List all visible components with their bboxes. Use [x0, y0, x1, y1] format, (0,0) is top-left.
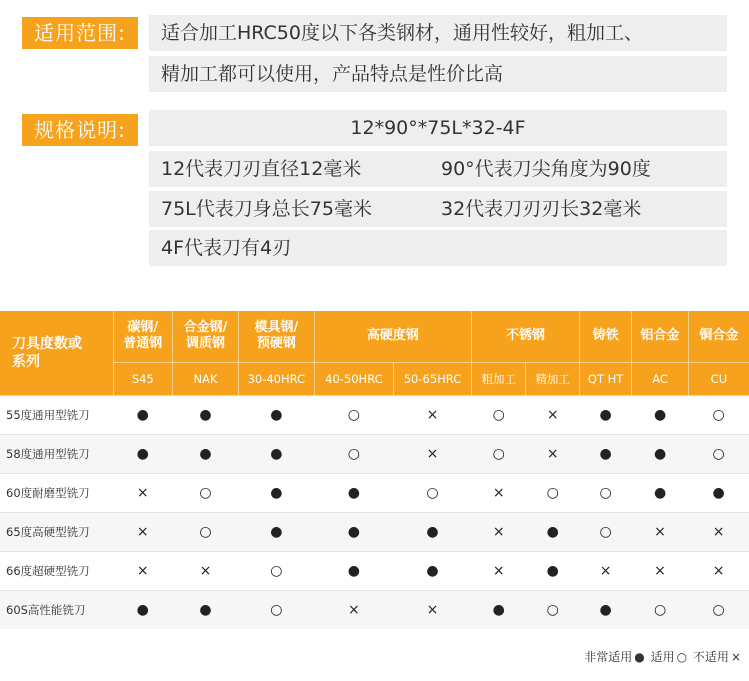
- cell: ○: [314, 434, 393, 473]
- group-header: 铸铁: [579, 311, 631, 362]
- scope-line-2: 精加工都可以使用，产品特点是性价比高: [149, 56, 727, 92]
- cell: ○: [688, 590, 749, 629]
- cell: ●: [314, 551, 393, 590]
- cell: ●: [579, 590, 631, 629]
- table-row: [0, 473, 749, 512]
- group-header: 高硬度钢: [314, 311, 471, 362]
- cell: ●: [579, 434, 631, 473]
- cell: ×: [314, 590, 393, 629]
- spec-blade-length: 32代表刀刃刃长32毫米: [441, 198, 642, 220]
- sub-header: 粗加工: [472, 362, 526, 395]
- cell: ○: [526, 590, 579, 629]
- cell: ×: [393, 590, 471, 629]
- sub-header: AC: [632, 362, 689, 395]
- legend: [582, 648, 741, 665]
- cell: ×: [113, 512, 173, 551]
- row-name: 60度耐磨型铣刀: [0, 473, 113, 512]
- spec-code: 12*90°*75L*32-4F: [149, 110, 727, 146]
- cell: ×: [688, 512, 749, 551]
- spec-total-length: 75L代表刀身总长75毫米: [161, 198, 372, 220]
- spec-tip-angle: 90°代表刀尖角度为90度: [441, 158, 651, 180]
- cell: ●: [238, 434, 314, 473]
- cell: ●: [472, 590, 526, 629]
- cross-icon: ×: [730, 650, 741, 664]
- cell: ○: [238, 551, 314, 590]
- sub-header: 50-65HRC: [393, 362, 471, 395]
- table-row: [0, 395, 749, 434]
- cell: ×: [472, 551, 526, 590]
- cell: ●: [632, 434, 689, 473]
- spec-diameter: 12代表刀刃直径12毫米: [161, 158, 362, 180]
- spec-row-1: [149, 151, 727, 187]
- cell: ○: [173, 512, 239, 551]
- cell: ○: [472, 434, 526, 473]
- table-row: [0, 590, 749, 629]
- cell: ×: [173, 551, 239, 590]
- cell: ●: [632, 473, 689, 512]
- hollow-circle-icon: ○: [676, 650, 688, 664]
- sub-header: 精加工: [526, 362, 579, 395]
- cell: ●: [173, 434, 239, 473]
- material-table: [0, 311, 749, 629]
- cell: ●: [393, 551, 471, 590]
- legend-no-label: 不适用: [692, 650, 729, 664]
- cell: ●: [632, 395, 689, 434]
- filled-circle-icon: ●: [634, 650, 645, 664]
- cell: ○: [526, 473, 579, 512]
- cell: ○: [579, 473, 631, 512]
- cell: ○: [314, 395, 393, 434]
- cell: ●: [173, 395, 239, 434]
- legend-ok-label: 适用: [650, 650, 675, 664]
- cell: ×: [113, 551, 173, 590]
- sub-header: 40-50HRC: [314, 362, 393, 395]
- legend-very-label: 非常适用: [584, 650, 633, 664]
- cell: ●: [314, 512, 393, 551]
- cell: ●: [113, 590, 173, 629]
- group-header: 铜合金: [688, 311, 749, 362]
- scope-label: 适用范围:: [22, 17, 138, 49]
- cell: ×: [526, 395, 579, 434]
- cell: ×: [393, 434, 471, 473]
- cell: ○: [393, 473, 471, 512]
- row-name: 66度超硬型铣刀: [0, 551, 113, 590]
- sub-header: NAK: [173, 362, 239, 395]
- sub-header: CU: [688, 362, 749, 395]
- cell: ×: [632, 512, 689, 551]
- sub-header: S45: [113, 362, 173, 395]
- cell: ●: [688, 473, 749, 512]
- cell: ●: [238, 512, 314, 551]
- cell: ●: [314, 473, 393, 512]
- cell: ×: [526, 434, 579, 473]
- cell: ●: [113, 434, 173, 473]
- cell: ○: [173, 473, 239, 512]
- cell: ○: [472, 395, 526, 434]
- spec-label: 规格说明:: [22, 114, 138, 146]
- cell: ×: [688, 551, 749, 590]
- cell: ○: [632, 590, 689, 629]
- row-name: 58度通用型铣刀: [0, 434, 113, 473]
- cell: ○: [688, 395, 749, 434]
- group-header: 不锈钢: [472, 311, 580, 362]
- spec-row-3: 4F代表刀有4刃: [149, 230, 727, 266]
- cell: ●: [526, 551, 579, 590]
- spec-row-2: [149, 191, 727, 227]
- cell: ●: [526, 512, 579, 551]
- group-header: 铝合金: [632, 311, 689, 362]
- cell: ×: [579, 551, 631, 590]
- cell: ×: [472, 473, 526, 512]
- group-header: 模具钢/ 预硬钢: [238, 311, 314, 362]
- cell: ●: [113, 395, 173, 434]
- table-row: [0, 512, 749, 551]
- sub-header: QT HT: [579, 362, 631, 395]
- cell: ×: [113, 473, 173, 512]
- cell: ●: [173, 590, 239, 629]
- scope-line-1: 适合加工HRC50度以下各类钢材，通用性较好，粗加工、: [149, 15, 727, 51]
- cell: ×: [632, 551, 689, 590]
- group-header: 碳钢/ 普通钢: [113, 311, 173, 362]
- cell: ●: [393, 512, 471, 551]
- cell: ○: [688, 434, 749, 473]
- row-name: 60S高性能铣刀: [0, 590, 113, 629]
- cell: ○: [579, 512, 631, 551]
- row-name: 65度高硬型铣刀: [0, 512, 113, 551]
- cell: ●: [238, 473, 314, 512]
- corner-header: 刀具度数或 系列: [0, 311, 113, 395]
- cell: ●: [579, 395, 631, 434]
- sub-header: 30-40HRC: [238, 362, 314, 395]
- cell: ○: [238, 590, 314, 629]
- cell: ×: [393, 395, 471, 434]
- cell: ●: [238, 395, 314, 434]
- group-header: 合金钢/ 调质钢: [173, 311, 239, 362]
- cell: ×: [472, 512, 526, 551]
- table-row: [0, 434, 749, 473]
- table-row: [0, 551, 749, 590]
- row-name: 55度通用型铣刀: [0, 395, 113, 434]
